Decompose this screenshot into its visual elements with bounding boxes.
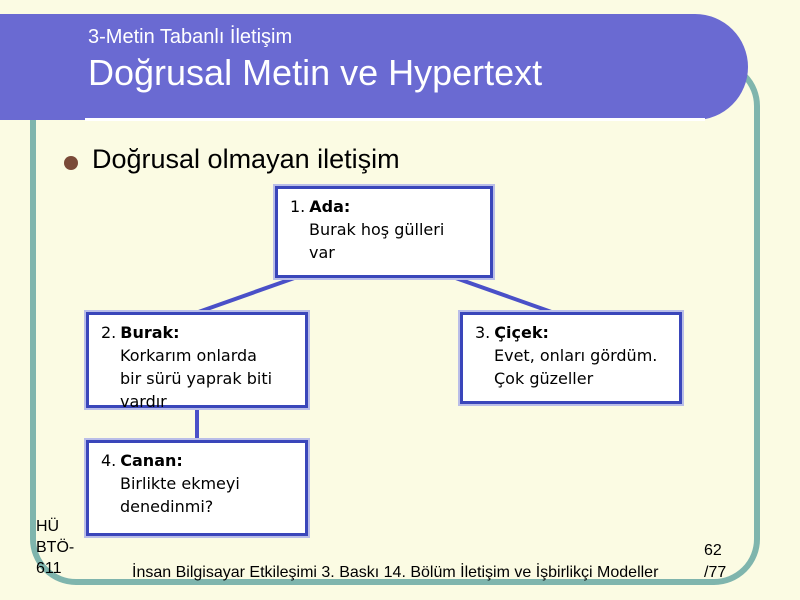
node-message-line: Burak hoş gülleri — [309, 220, 445, 239]
slide-subtitle: 3-Metin Tabanlı İletişim — [88, 26, 293, 48]
node-message-line: Çok güzeller — [494, 369, 594, 388]
footer-book-title: İnsan Bilgisayar Etkileşimi 3. Baskı 14. Bölüm İletişim ve İşbirlikçi Modeller — [132, 564, 659, 581]
link-ada-burak — [190, 276, 300, 315]
node-number: 4. — [101, 451, 117, 470]
node-message-line: var — [309, 243, 335, 262]
node-message-line: Birlikte ekmeyi — [120, 474, 240, 493]
link-ada-cicek — [450, 276, 560, 315]
node-message-line: vardır — [120, 392, 167, 411]
message-node-burak — [86, 312, 308, 411]
footer-course-line: 611 — [36, 560, 62, 577]
message-node-cicek — [460, 312, 682, 404]
footer-course-line: BTÖ- — [36, 539, 75, 556]
node-message-line: Evet, onları gördüm. — [494, 346, 658, 365]
node-author: Çiçek: — [494, 323, 549, 342]
page-total: /77 — [704, 564, 727, 581]
node-message-line: Korkarım onlarda — [120, 346, 257, 365]
footer-course-line: HÜ — [36, 518, 60, 535]
node-number: 3. — [475, 323, 491, 342]
node-author: Burak: — [120, 323, 180, 342]
footer-page-number — [704, 540, 744, 584]
node-author: Canan: — [120, 451, 183, 470]
message-node-canan — [86, 440, 308, 536]
node-number: 1. — [290, 197, 306, 216]
node-author: Ada: — [309, 197, 351, 216]
bullet-text: Doğrusal olmayan iletişim — [92, 144, 400, 174]
node-number: 2. — [101, 323, 117, 342]
message-node-ada — [275, 186, 493, 278]
footer-course-code — [36, 516, 88, 579]
node-message-line: bir sürü yaprak biti — [120, 369, 273, 388]
slide-title: Doğrusal Metin ve Hypertext — [88, 52, 543, 93]
node-message-line: denedinmi? — [120, 497, 214, 516]
page-current: 62 — [704, 542, 722, 559]
